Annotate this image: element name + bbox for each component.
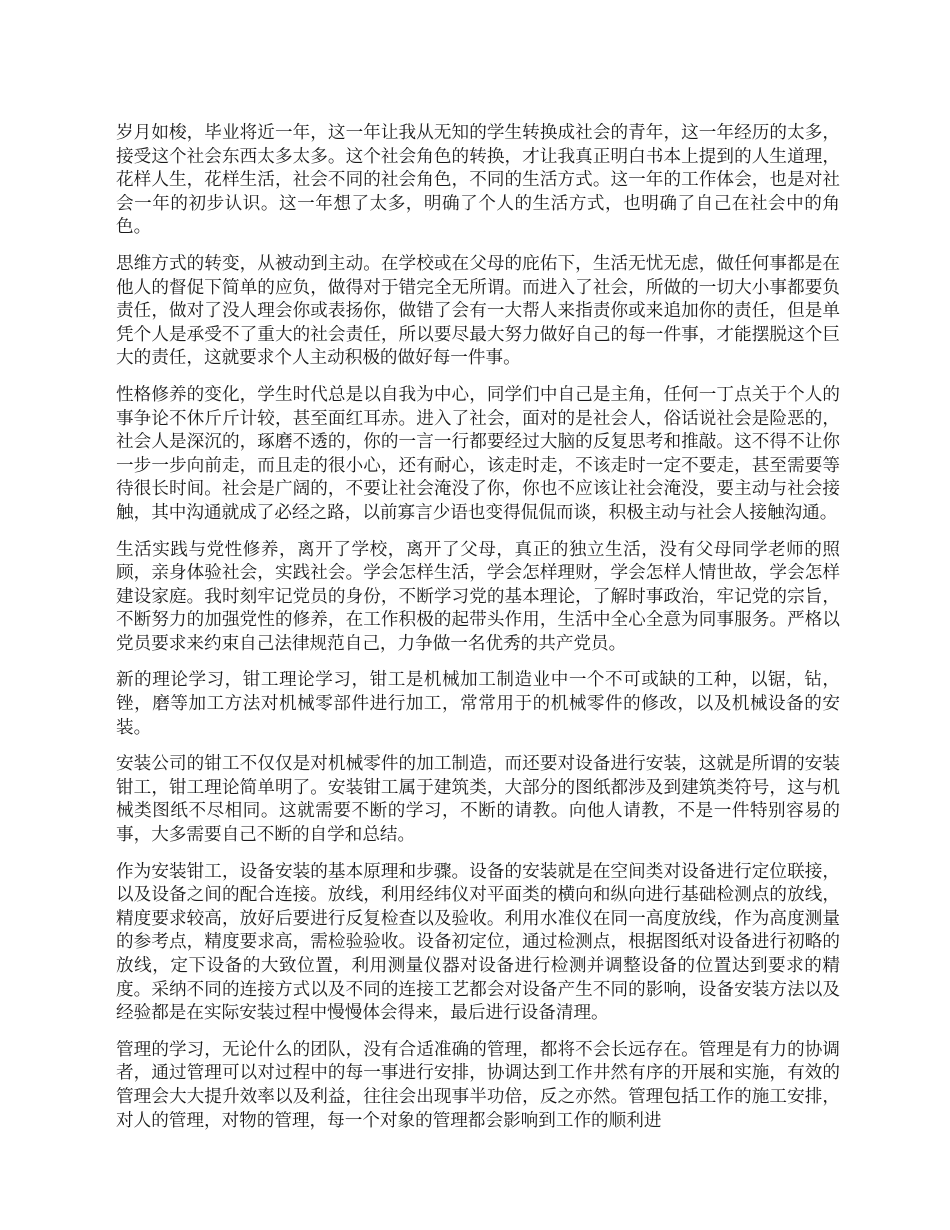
paragraph: 岁月如梭，毕业将近一年，这一年让我从无知的学生转换成社会的青年，这一年经历的太多，接受这个社会东西太多太多。这个社会角色的转换，才让我真正明白书本上提到的人生道理，花样人生，花样生活，社会不同的社会角色，不同的生活方式。这一年的工作体会，也是对社会一年的初步认识。这一年想了太多，明确了个人的生活方式，也明确了自己在社会中的角色。 [116,123,840,238]
paragraph: 生活实践与党性修养，离开了学校，离开了父母，真正的独立生活，没有父母同学老师的照顾，亲身体验社会，实践社会。学会怎样生活，学会怎样理财，学会怎样人情世故，学会怎样建设家庭。我时刻牢记党员的身份，不断学习党的基本理论，了解时事政治，牢记党的宗旨，不断努力的加强党性的修养，在工作积极的起带头作用，生活中全心全意为同事服务。严格以党员要求来约束自己法律规范自己，力争做一名优秀的共产党员。 [116,539,840,654]
paragraph: 新的理论学习，钳工理论学习，钳工是机械加工制造业中一个不可或缺的工种，以锯，钻，锉，磨等加工方法对机械零部件进行加工，常常用于的机械零件的修改，以及机械设备的安装。 [116,670,840,738]
paragraph: 性格修养的变化，学生时代总是以自我为中心，同学们中自己是主角，任何一丁点关于个人的事争论不休斤斤计较，甚至面红耳赤。进入了社会，面对的是社会人，俗话说社会是险恶的，社会人是深沉的，琢磨不透的，你的一言一行都要经过大脑的反复思考和推敲。这不得不让你一步一步向前走，而且走的很小心，还有耐心，该走时走，不该走时一定不要走，甚至需要等待很长时间。社会是广阔的，不要让社会淹没了你，你也不应该让社会淹没，要主动与社会接触，其中沟通就成了必经之路，以前寡言少语也变得侃侃而谈，积极主动与社会人接触沟通。 [116,384,840,523]
paragraph: 思维方式的转变，从被动到主动。在学校或在父母的庇佑下，生活无忧无虑，做任何事都是在他人的督促下简单的应负，做得对于错完全无所谓。而进入了社会，所做的一切大小事都要负责任，做对了没人理会你或表扬你，做错了会有一大帮人来指责你或来追加你的责任，但是单凭个人是承受不了重大的社会责任，所以要尽最大努力做好自己的每一件事，才能摆脱这个巨大的责任，这就要求个人主动积极的做好每一件事。 [116,253,840,369]
document-body [116,122,840,1146]
paragraph: 作为安装钳工，设备安装的基本原理和步骤。设备的安装就是在空间类对设备进行定位联接，以及设备之间的配合连接。放线，利用经纬仪对平面类的横向和纵向进行基础检测点的放线，精度要求较高，放好后要进行反复检查以及验收。利用水准仪在同一高度放线，作为高度测量的参考点，精度要求高，需检验验收。设备初定位，通过检测点，根据图纸对设备进行初略的放线，定下设备的大致位置，利用测量仪器对设备进行检测并调整设备的位置达到要求的精度。采纳不同的连接方式以及不同的连接工艺都会对设备产生不同的影响，设备安装方法以及经验都是在实际安装过程中慢慢体会得来，最后进行设备清理。 [116,861,840,1024]
paragraph: 安装公司的钳工不仅仅是对机械零件的加工制造，而还要对设备进行安装，这就是所谓的安装钳工，钳工理论简单明了。安装钳工属于建筑类，大部分的图纸都涉及到建筑类符号，这与机械类图纸不尽相同。这就需要不断的学习，不断的请教。向他人请教，不是一件特别容易的事，大多需要自己不断的自学和总结。 [116,754,840,846]
paragraph: 管理的学习，无论什么的团队，没有合适准确的管理，都将不会长远存在。管理是有力的协调者，通过管理可以对过程中的每一事进行安排，协调达到工作井然有序的开展和实施，有效的管理会大大提升效率以及利益，往往会出现事半功倍，反之亦然。管理包括工作的施工安排，对人的管理，对物的管理，每一个对象的管理都会影响到工作的顺利进 [116,1039,840,1131]
